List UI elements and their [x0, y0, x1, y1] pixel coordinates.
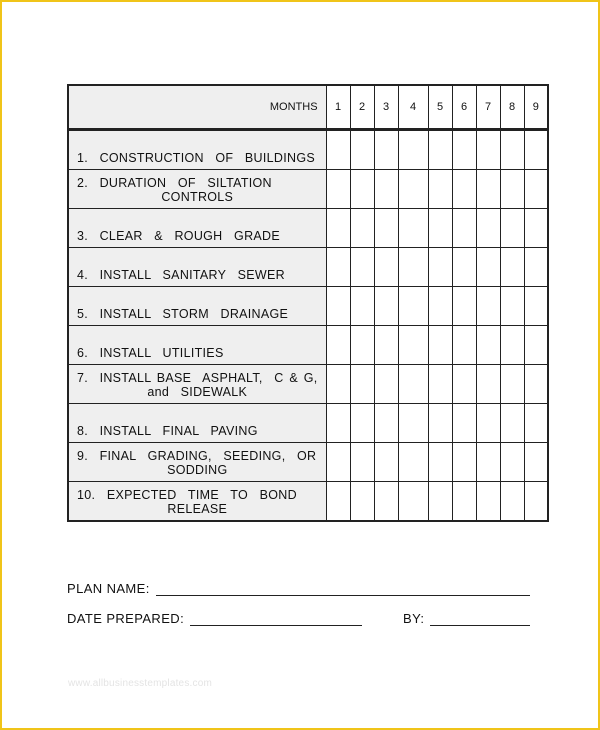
month-cell[interactable]: [476, 443, 500, 482]
month-cell[interactable]: [476, 209, 500, 248]
month-cell[interactable]: [428, 326, 452, 365]
task-label: [68, 326, 326, 365]
month-cell[interactable]: [500, 248, 524, 287]
month-cell[interactable]: [428, 482, 452, 521]
month-cell[interactable]: [524, 248, 548, 287]
date-prepared-line[interactable]: [190, 611, 362, 626]
month-cell[interactable]: [428, 248, 452, 287]
month-cell[interactable]: [500, 365, 524, 404]
month-cell[interactable]: [500, 131, 524, 170]
month-cell[interactable]: [524, 287, 548, 326]
month-header: 3: [374, 85, 398, 129]
month-cell[interactable]: [326, 287, 350, 326]
table-row: [68, 404, 548, 443]
plan-name-field[interactable]: [67, 581, 530, 596]
task-label: [68, 365, 326, 404]
month-cell[interactable]: [398, 209, 428, 248]
schedule-table: [67, 84, 549, 522]
month-cell[interactable]: [398, 365, 428, 404]
month-cell[interactable]: [524, 131, 548, 170]
month-cell[interactable]: [476, 248, 500, 287]
month-cell[interactable]: [350, 287, 374, 326]
month-cell[interactable]: [452, 209, 476, 248]
task-label: [68, 443, 326, 482]
month-cell[interactable]: [374, 326, 398, 365]
task-label-line1: 5. INSTALL STORM DRAINAGE: [77, 307, 289, 321]
month-cell[interactable]: [452, 404, 476, 443]
month-cell[interactable]: [326, 404, 350, 443]
month-cell[interactable]: [476, 365, 500, 404]
table-row: [68, 209, 548, 248]
month-cell[interactable]: [452, 170, 476, 209]
task-label-line2: CONTROLS: [161, 190, 234, 204]
month-cell[interactable]: [500, 482, 524, 521]
month-cell[interactable]: [326, 482, 350, 521]
task-label-line1: 3. CLEAR & ROUGH GRADE: [77, 229, 281, 243]
month-cell[interactable]: [350, 209, 374, 248]
watermark-text: www.allbusinesstemplates.com: [68, 678, 212, 689]
month-cell[interactable]: [428, 365, 452, 404]
month-header: 6: [452, 85, 476, 129]
month-cell[interactable]: [374, 209, 398, 248]
month-cell[interactable]: [428, 404, 452, 443]
months-label: MONTHS: [68, 85, 326, 129]
month-cell[interactable]: [326, 248, 350, 287]
month-cell[interactable]: [326, 365, 350, 404]
month-cell[interactable]: [374, 365, 398, 404]
month-cell[interactable]: [452, 287, 476, 326]
month-cell[interactable]: [524, 404, 548, 443]
month-cell[interactable]: [524, 170, 548, 209]
date-prepared-label: DATE PREPARED:: [67, 611, 185, 626]
month-cell[interactable]: [326, 326, 350, 365]
month-cell[interactable]: [350, 326, 374, 365]
month-cell[interactable]: [374, 443, 398, 482]
month-cell[interactable]: [524, 365, 548, 404]
month-cell[interactable]: [524, 326, 548, 365]
month-cell[interactable]: [476, 287, 500, 326]
table-row: [68, 482, 548, 521]
month-cell[interactable]: [428, 209, 452, 248]
month-cell[interactable]: [374, 482, 398, 521]
month-cell[interactable]: [524, 482, 548, 521]
table-row: [68, 443, 548, 482]
month-cell[interactable]: [452, 248, 476, 287]
month-cell[interactable]: [350, 443, 374, 482]
task-label-line1: 4. INSTALL SANITARY SEWER: [77, 268, 285, 282]
task-label: [68, 248, 326, 287]
month-cell[interactable]: [398, 443, 428, 482]
month-header: 7: [476, 85, 500, 129]
table-row: [68, 326, 548, 365]
month-cell[interactable]: [326, 443, 350, 482]
month-cell[interactable]: [398, 170, 428, 209]
month-cell[interactable]: [452, 482, 476, 521]
month-cell[interactable]: [398, 248, 428, 287]
month-cell[interactable]: [398, 326, 428, 365]
table-row: [68, 170, 548, 209]
task-label-line1: 6. INSTALL UTILITIES: [77, 346, 224, 360]
date-prepared-field[interactable]: [67, 611, 362, 626]
task-label: [68, 209, 326, 248]
month-header: 9: [524, 85, 548, 129]
task-label: [68, 131, 326, 170]
task-label-line1: 8. INSTALL FINAL PAVING: [77, 424, 258, 438]
month-cell[interactable]: [374, 170, 398, 209]
table-row: [68, 287, 548, 326]
month-cell[interactable]: [428, 287, 452, 326]
month-header: 8: [500, 85, 524, 129]
by-field[interactable]: [403, 611, 530, 626]
month-cell[interactable]: [374, 131, 398, 170]
month-cell[interactable]: [476, 131, 500, 170]
task-label-line2: and SIDEWALK: [147, 385, 248, 399]
month-cell[interactable]: [326, 170, 350, 209]
month-header: 2: [350, 85, 374, 129]
month-cell[interactable]: [326, 209, 350, 248]
plan-name-line[interactable]: [156, 581, 530, 596]
month-cell[interactable]: [374, 404, 398, 443]
month-cell[interactable]: [476, 326, 500, 365]
month-cell[interactable]: [350, 482, 374, 521]
month-cell[interactable]: [524, 209, 548, 248]
month-cell[interactable]: [476, 170, 500, 209]
month-header: 1: [326, 85, 350, 129]
month-cell[interactable]: [500, 209, 524, 248]
task-label-line1: 9. FINAL GRADING, SEEDING, OR: [77, 449, 317, 463]
month-cell[interactable]: [500, 287, 524, 326]
task-label: [68, 482, 326, 521]
month-cell[interactable]: [476, 482, 500, 521]
by-label: BY:: [403, 611, 425, 626]
table-row: [68, 365, 548, 404]
task-label: [68, 404, 326, 443]
month-cell[interactable]: [428, 170, 452, 209]
month-cell[interactable]: [524, 443, 548, 482]
month-cell[interactable]: [500, 443, 524, 482]
month-cell[interactable]: [398, 287, 428, 326]
task-label-line2: RELEASE: [167, 501, 228, 516]
month-cell[interactable]: [452, 365, 476, 404]
month-cell[interactable]: [428, 131, 452, 170]
task-label-line2: SODDING: [167, 463, 228, 477]
month-cell[interactable]: [350, 131, 374, 170]
task-label: [68, 287, 326, 326]
month-cell[interactable]: [398, 404, 428, 443]
month-cell[interactable]: [452, 326, 476, 365]
month-cell[interactable]: [326, 131, 350, 170]
by-line[interactable]: [430, 611, 530, 626]
table-row: [68, 131, 548, 170]
month-cell[interactable]: [500, 326, 524, 365]
task-label-line1: 2. DURATION OF SILTATION: [77, 176, 272, 190]
month-cell[interactable]: [350, 365, 374, 404]
plan-name-label: PLAN NAME:: [67, 581, 150, 596]
month-cell[interactable]: [500, 404, 524, 443]
month-cell[interactable]: [476, 404, 500, 443]
month-cell[interactable]: [452, 443, 476, 482]
month-cell[interactable]: [428, 443, 452, 482]
task-label-line1: 7. INSTALL BASE ASPHALT, C & G,: [77, 371, 318, 385]
month-cell[interactable]: [500, 170, 524, 209]
month-cell[interactable]: [350, 404, 374, 443]
month-header: 5: [428, 85, 452, 129]
month-cell[interactable]: [350, 170, 374, 209]
month-cell[interactable]: [398, 482, 428, 521]
month-cell[interactable]: [374, 287, 398, 326]
task-label-line1: 10. EXPECTED TIME TO BOND: [77, 487, 297, 502]
month-cell[interactable]: [452, 131, 476, 170]
month-cell[interactable]: [374, 248, 398, 287]
task-label: [68, 170, 326, 209]
month-header: 4: [398, 85, 428, 129]
month-cell[interactable]: [398, 131, 428, 170]
table-row: [68, 248, 548, 287]
header-row: [68, 85, 548, 129]
month-cell[interactable]: [350, 248, 374, 287]
task-label-line1: 1. CONSTRUCTION OF BUILDINGS: [77, 151, 315, 165]
